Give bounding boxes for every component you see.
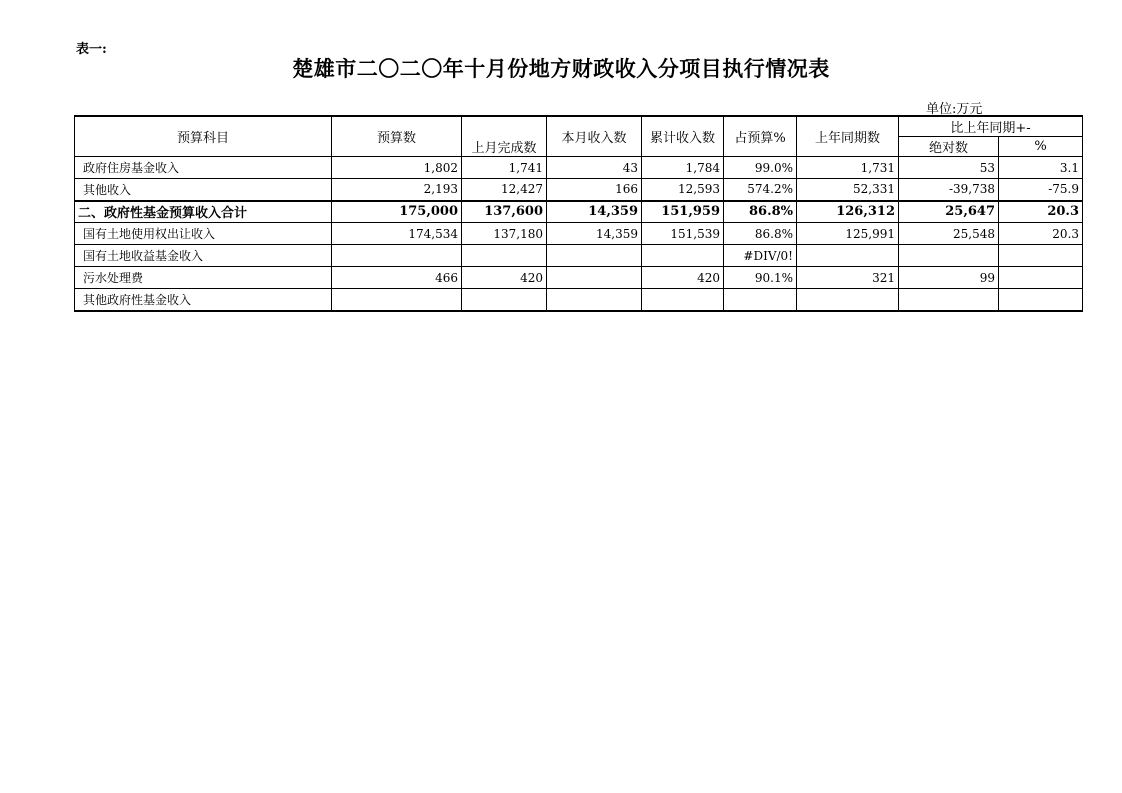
cell-last-year: 52,331 [797, 179, 899, 201]
col-header-last-year: 上年同期数 [797, 116, 899, 157]
row-name: 污水处理费 [75, 267, 332, 289]
cell-budget: 175,000 [332, 201, 462, 223]
cell-last-month: 420 [462, 267, 547, 289]
cell-budget: 174,534 [332, 223, 462, 245]
unit-label: 单位:万元 [926, 102, 983, 117]
cell-budget [332, 289, 462, 311]
cell-last-year [797, 289, 899, 311]
cell-pct-budget: #DIV/0! [724, 245, 797, 267]
cell-pct-budget: 86.8% [724, 223, 797, 245]
col-header-this-month: 本月收入数 [547, 116, 642, 157]
col-header-yoy-abs: 绝对数 [899, 137, 999, 157]
col-header-last-month: 上月完成数 [462, 116, 547, 157]
cell-last-month: 1,741 [462, 157, 547, 179]
cell-last-year: 125,991 [797, 223, 899, 245]
table-row [75, 179, 1083, 201]
cell-yoy-pct: 20.3 [999, 201, 1083, 223]
cell-this-month: 43 [547, 157, 642, 179]
page-title: 楚雄市二〇二〇年十月份地方财政收入分项目执行情况表 [292, 56, 830, 81]
cell-budget: 1,802 [332, 157, 462, 179]
cell-cumulative: 151,959 [642, 201, 724, 223]
table-row [75, 245, 1083, 267]
cell-budget: 2,193 [332, 179, 462, 201]
cell-yoy-pct: 3.1 [999, 157, 1083, 179]
cell-last-year [797, 245, 899, 267]
cell-cumulative: 1,784 [642, 157, 724, 179]
cell-last-month: 137,600 [462, 201, 547, 223]
cell-last-month: 137,180 [462, 223, 547, 245]
cell-yoy-pct [999, 289, 1083, 311]
cell-yoy-pct [999, 267, 1083, 289]
table-row [75, 223, 1083, 245]
cell-this-month: 14,359 [547, 201, 642, 223]
table-row [75, 289, 1083, 311]
revenue-table [74, 115, 1083, 312]
cell-last-month [462, 289, 547, 311]
table-row [75, 157, 1083, 179]
col-header-cumulative: 累计收入数 [642, 116, 724, 157]
cell-yoy-pct [999, 245, 1083, 267]
cell-this-month [547, 267, 642, 289]
row-name: 二、政府性基金预算收入合计 [75, 201, 332, 223]
col-header-budget: 预算数 [332, 116, 462, 157]
table-body [75, 157, 1083, 311]
cell-yoy-abs: 25,647 [899, 201, 999, 223]
cell-pct-budget: 86.8% [724, 201, 797, 223]
cell-pct-budget [724, 289, 797, 311]
cell-yoy-abs [899, 289, 999, 311]
row-name: 其他收入 [75, 179, 332, 201]
cell-this-month: 166 [547, 179, 642, 201]
cell-yoy-pct: 20.3 [999, 223, 1083, 245]
cell-this-month [547, 289, 642, 311]
col-header-yoy-pct: % [999, 137, 1083, 157]
table-header [75, 116, 1083, 157]
cell-last-year: 126,312 [797, 201, 899, 223]
cell-yoy-abs: 99 [899, 267, 999, 289]
table-number-label: 表一: [76, 42, 107, 57]
cell-last-month [462, 245, 547, 267]
cell-cumulative [642, 289, 724, 311]
cell-budget [332, 245, 462, 267]
table-row-total [75, 201, 1083, 223]
cell-last-month: 12,427 [462, 179, 547, 201]
cell-yoy-abs [899, 245, 999, 267]
col-header-yoy-group: 比上年同期+- [899, 116, 1083, 137]
cell-pct-budget: 574.2% [724, 179, 797, 201]
row-name: 国有土地使用权出让收入 [75, 223, 332, 245]
cell-cumulative [642, 245, 724, 267]
cell-budget: 466 [332, 267, 462, 289]
cell-yoy-abs: -39,738 [899, 179, 999, 201]
cell-pct-budget: 99.0% [724, 157, 797, 179]
cell-this-month: 14,359 [547, 223, 642, 245]
col-header-pct-budget: 占预算% [724, 116, 797, 157]
row-name: 其他政府性基金收入 [75, 289, 332, 311]
col-header-name: 预算科目 [75, 116, 332, 157]
table-row [75, 267, 1083, 289]
row-name: 国有土地收益基金收入 [75, 245, 332, 267]
cell-last-year: 1,731 [797, 157, 899, 179]
cell-last-year: 321 [797, 267, 899, 289]
cell-cumulative: 420 [642, 267, 724, 289]
row-name: 政府住房基金收入 [75, 157, 332, 179]
cell-this-month [547, 245, 642, 267]
cell-yoy-abs: 25,548 [899, 223, 999, 245]
cell-yoy-pct: -75.9 [999, 179, 1083, 201]
cell-yoy-abs: 53 [899, 157, 999, 179]
cell-cumulative: 151,539 [642, 223, 724, 245]
cell-cumulative: 12,593 [642, 179, 724, 201]
cell-pct-budget: 90.1% [724, 267, 797, 289]
